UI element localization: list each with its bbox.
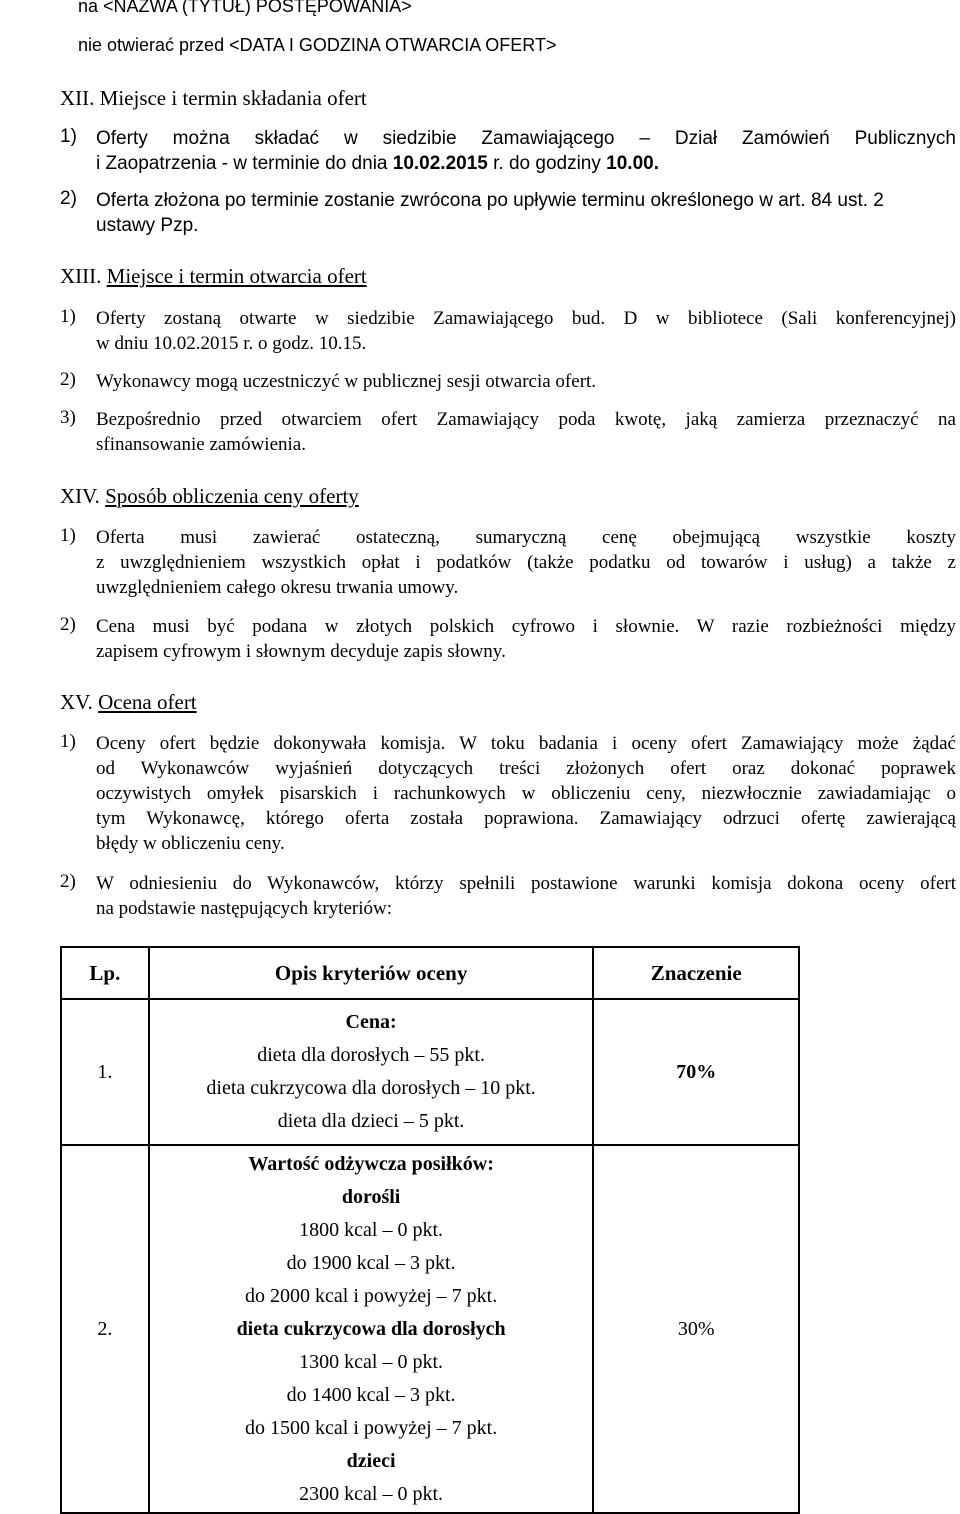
envelope-open-date-line: nie otwierać przed <DATA I GODZINA OTWARCIA OFERT> — [78, 35, 557, 55]
section-xii-item-2 — [60, 188, 956, 248]
section-xiv-item-1 — [60, 525, 956, 605]
item-number: 1) — [60, 525, 76, 546]
item-number: 1) — [60, 731, 76, 752]
section-xii-title: XII. Miejsce i termin składania ofert — [60, 86, 367, 110]
item-text: Oceny ofert będzie dokonywała komisja. W toku badania i oceny ofert Zamawiający może żądać od Wykonawców wyjaśnień dotyczących treści złożonych ofert oraz dokonać poprawek oczywistych omyłek pisarskich i rachunkowych w obliczeniu ceny, niezwłocznie zawiadamiając o tym Wykonawcę, którego oferta została poprawiona. Zamawiający odrzuci ofertę zawierającą błędy w obliczeniu ceny. — [96, 733, 956, 854]
row-description: Cena: dieta dla dorosłych – 55 pkt. dieta cukrzycowa dla dorosłych – 10 pkt. dieta dla dzieci – 5 pkt. — [149, 999, 594, 1145]
column-header-description: Opis kryteriów oceny — [149, 947, 594, 999]
item-number: 2) — [60, 369, 76, 390]
item-number: 1) — [60, 306, 76, 327]
table-row — [61, 999, 799, 1145]
section-xiii-item-1 — [60, 306, 956, 360]
table-row — [61, 1145, 799, 1513]
table-header-row — [61, 947, 799, 999]
section-xv-item-2 — [60, 871, 956, 925]
item-text: Oferty zostaną otwarte w siedzibie Zamawiającego bud. D w bibliotece (Sali konferencyjnej) w dniu 10.02.2015 r. o godz. 10.15. — [96, 308, 956, 354]
row-lp: 2. — [61, 1145, 149, 1513]
column-header-lp: Lp. — [61, 947, 149, 999]
item-number: 2) — [60, 871, 76, 892]
criteria-table — [60, 946, 800, 1514]
section-xiii-item-3 — [60, 407, 956, 461]
item-text: Cena musi być podana w złotych polskich cyfrowo i słownie. W razie rozbieżności między zapisem cyfrowym i słownym decyduje zapis słowny. — [96, 616, 956, 662]
row-weight: 30% — [593, 1145, 799, 1513]
section-xiii-title: XIII. Miejsce i termin otwarcia ofert — [60, 264, 367, 288]
row-weight: 70% — [593, 999, 799, 1145]
section-xiv-title: XIV. Sposób obliczenia ceny oferty — [60, 484, 359, 508]
item-text: Oferty można składać w siedzibie Zamawiającego – Dział Zamówień Publicznych i Zaopatrzenia - w terminie do dnia 10.02.2015 r. do godziny 10.00. — [96, 128, 956, 174]
item-number: 3) — [60, 407, 76, 428]
section-xiv-item-2 — [60, 614, 956, 668]
item-text: Wykonawcy mogą uczestniczyć w publicznej sesji otwarcia ofert. — [96, 371, 597, 392]
section-xii-item-1 — [60, 126, 956, 186]
item-number: 1) — [60, 126, 77, 147]
item-number: 2) — [60, 188, 77, 209]
item-text: Bezpośrednio przed otwarciem ofert Zamawiający poda kwotę, jaką zamierza przeznaczyć na sfinansowanie zamówienia. — [96, 409, 956, 455]
item-number: 2) — [60, 614, 76, 635]
item-text: Oferta musi zawierać ostateczną, sumaryczną cenę obejmującą wszystkie koszty z uwzględnieniem wszystkich opłat i podatków (także podatku od towarów i usług) a także z uwzględnieniem całego okresu trwania umowy. — [96, 527, 956, 598]
column-header-weight: Znaczenie — [593, 947, 799, 999]
section-xiii-item-2 — [60, 369, 956, 397]
section-xv-item-1 — [60, 731, 956, 861]
section-xv-title: XV. Ocena ofert — [60, 690, 197, 714]
item-text: Oferta złożona po terminie zostanie zwrócona po upływie terminu określonego w art. 84 ust. 2 ustawy Pzp. — [96, 190, 884, 236]
row-description: Wartość odżywcza posiłków: dorośli 1800 kcal – 0 pkt. do 1900 kcal – 3 pkt. do 2000 kcal i powyżej – 7 pkt. dieta cukrzycowa dla dorosłych 1300 kcal – 0 pkt. do 1400 kcal – 3 pkt. do 1500 kcal i powyżej – 7 pkt. dzieci 2300 kcal – 0 pkt. — [149, 1145, 594, 1513]
envelope-title-line: na <NAZWA (TYTUŁ) POSTĘPOWANIA> — [78, 0, 412, 16]
item-text: W odniesieniu do Wykonawców, którzy spełnili postawione warunki komisja dokona oceny ofert na podstawie następujących kryteriów: — [96, 873, 956, 919]
row-lp: 1. — [61, 999, 149, 1145]
